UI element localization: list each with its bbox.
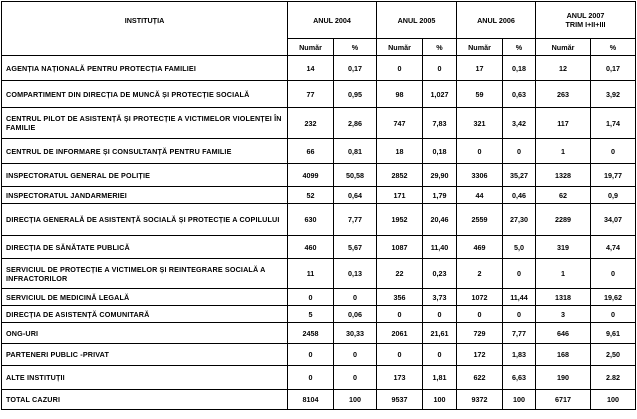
- count-cell: 66: [288, 139, 334, 164]
- count-cell: 630: [288, 204, 334, 236]
- subheader-num: Număr: [288, 39, 334, 56]
- subheader-num: Număr: [377, 39, 423, 56]
- count-cell: 6717: [536, 390, 591, 410]
- table-row: [2, 366, 636, 390]
- count-cell: 8104: [288, 390, 334, 410]
- count-cell: 117: [536, 108, 591, 139]
- percent-cell: 0,18: [423, 139, 457, 164]
- count-cell: 4099: [288, 164, 334, 187]
- count-cell: 1: [536, 259, 591, 289]
- percent-cell: 0,9: [591, 187, 636, 204]
- count-cell: 1087: [377, 236, 423, 259]
- count-cell: 0: [288, 366, 334, 390]
- year-2007-line2: TRIM I+II+III: [565, 20, 606, 29]
- count-cell: 18: [377, 139, 423, 164]
- year-2007-line1: ANUL 2007: [566, 11, 605, 20]
- count-cell: 2061: [377, 323, 423, 344]
- percent-cell: 100: [591, 390, 636, 410]
- count-cell: 0: [457, 306, 503, 323]
- count-cell: 77: [288, 81, 334, 108]
- institutions-table: [1, 1, 636, 410]
- count-cell: 232: [288, 108, 334, 139]
- percent-cell: 0: [423, 344, 457, 366]
- institution-name: ONG-URI: [2, 323, 288, 344]
- percent-cell: 0,17: [334, 56, 377, 81]
- year-2005-header: ANUL 2005: [377, 2, 457, 39]
- percent-cell: 34,07: [591, 204, 636, 236]
- header-row: [2, 2, 636, 39]
- count-cell: 1: [536, 139, 591, 164]
- percent-cell: 5,67: [334, 236, 377, 259]
- percent-cell: 3,73: [423, 289, 457, 306]
- table-row: [2, 56, 636, 81]
- table-row: [2, 259, 636, 289]
- subheader-num: Număr: [536, 39, 591, 56]
- count-cell: 0: [457, 139, 503, 164]
- table-row: [2, 204, 636, 236]
- percent-cell: 19,62: [591, 289, 636, 306]
- percent-cell: 27,30: [503, 204, 536, 236]
- table-row: [2, 236, 636, 259]
- table-row: [2, 108, 636, 139]
- table-row: [2, 323, 636, 344]
- percent-cell: 0: [503, 259, 536, 289]
- percent-cell: 0,18: [503, 56, 536, 81]
- count-cell: 22: [377, 259, 423, 289]
- percent-cell: 1,83: [503, 344, 536, 366]
- count-cell: 44: [457, 187, 503, 204]
- percent-cell: 50,58: [334, 164, 377, 187]
- percent-cell: 0,95: [334, 81, 377, 108]
- percent-cell: 0: [591, 259, 636, 289]
- percent-cell: 0,06: [334, 306, 377, 323]
- percent-cell: 0: [591, 139, 636, 164]
- percent-cell: 0: [423, 56, 457, 81]
- institution-name: AGENȚIA NAȚIONALĂ PENTRU PROTECȚIA FAMILIEI: [2, 56, 288, 81]
- percent-cell: 0: [503, 306, 536, 323]
- percent-cell: 0,13: [334, 259, 377, 289]
- count-cell: 0: [288, 344, 334, 366]
- count-cell: 5: [288, 306, 334, 323]
- count-cell: 62: [536, 187, 591, 204]
- count-cell: 747: [377, 108, 423, 139]
- percent-cell: 1,74: [591, 108, 636, 139]
- count-cell: 0: [377, 56, 423, 81]
- percent-cell: 4,74: [591, 236, 636, 259]
- count-cell: 622: [457, 366, 503, 390]
- table-row: [2, 344, 636, 366]
- percent-cell: 0,81: [334, 139, 377, 164]
- percent-cell: 0: [423, 306, 457, 323]
- institution-name: INSPECTORATUL JANDARMERIEI: [2, 187, 288, 204]
- total-row: [2, 390, 636, 410]
- percent-cell: 0,64: [334, 187, 377, 204]
- count-cell: 0: [288, 289, 334, 306]
- percent-cell: 100: [423, 390, 457, 410]
- count-cell: 1318: [536, 289, 591, 306]
- percent-cell: 7,77: [503, 323, 536, 344]
- percent-cell: 3,42: [503, 108, 536, 139]
- institution-name: DIRECȚIA DE ASISTENȚĂ COMUNITARĂ: [2, 306, 288, 323]
- count-cell: 2289: [536, 204, 591, 236]
- subheader-pct: %: [591, 39, 636, 56]
- count-cell: 9537: [377, 390, 423, 410]
- institution-name: SERVICIUL DE PROTECȚIE A VICTIMELOR ȘI REINTEGRARE SOCIALĂ A INFRACTORILOR: [2, 259, 288, 289]
- percent-cell: 9,61: [591, 323, 636, 344]
- count-cell: 52: [288, 187, 334, 204]
- percent-cell: 11,44: [503, 289, 536, 306]
- percent-cell: 100: [503, 390, 536, 410]
- percent-cell: 29,90: [423, 164, 457, 187]
- percent-cell: 0,46: [503, 187, 536, 204]
- percent-cell: 0: [334, 289, 377, 306]
- table-row: [2, 306, 636, 323]
- table-row: [2, 289, 636, 306]
- percent-cell: 2.82: [591, 366, 636, 390]
- count-cell: 1952: [377, 204, 423, 236]
- count-cell: 321: [457, 108, 503, 139]
- count-cell: 2559: [457, 204, 503, 236]
- table-body: [2, 56, 636, 410]
- percent-cell: 0: [591, 306, 636, 323]
- count-cell: 173: [377, 366, 423, 390]
- count-cell: 2: [457, 259, 503, 289]
- table-row: [2, 139, 636, 164]
- institution-name: PARTENERI PUBLIC -PRIVAT: [2, 344, 288, 366]
- percent-cell: 7,77: [334, 204, 377, 236]
- percent-cell: 1,79: [423, 187, 457, 204]
- table-row: [2, 81, 636, 108]
- percent-cell: 21,61: [423, 323, 457, 344]
- count-cell: 469: [457, 236, 503, 259]
- count-cell: 59: [457, 81, 503, 108]
- count-cell: 98: [377, 81, 423, 108]
- count-cell: 12: [536, 56, 591, 81]
- percent-cell: 5,0: [503, 236, 536, 259]
- count-cell: 172: [457, 344, 503, 366]
- count-cell: 171: [377, 187, 423, 204]
- table-row: [2, 187, 636, 204]
- percent-cell: 0: [334, 344, 377, 366]
- count-cell: 14: [288, 56, 334, 81]
- count-cell: 9372: [457, 390, 503, 410]
- institution-name: DIRECȚIA GENERALĂ DE ASISTENȚĂ SOCIALĂ ȘI PROTECȚIE A COPILULUI: [2, 204, 288, 236]
- percent-cell: 0,23: [423, 259, 457, 289]
- percent-cell: 2,86: [334, 108, 377, 139]
- percent-cell: 1,027: [423, 81, 457, 108]
- count-cell: 11: [288, 259, 334, 289]
- percent-cell: 2,50: [591, 344, 636, 366]
- count-cell: 168: [536, 344, 591, 366]
- count-cell: 2458: [288, 323, 334, 344]
- count-cell: 356: [377, 289, 423, 306]
- percent-cell: 0: [334, 366, 377, 390]
- percent-cell: 0,63: [503, 81, 536, 108]
- table-row: [2, 164, 636, 187]
- institution-name: CENTRUL DE INFORMARE ȘI CONSULTANȚĂ PENTRU FAMILIE: [2, 139, 288, 164]
- count-cell: 0: [377, 344, 423, 366]
- count-cell: 3: [536, 306, 591, 323]
- subheader-pct: %: [503, 39, 536, 56]
- percent-cell: 7,83: [423, 108, 457, 139]
- count-cell: 646: [536, 323, 591, 344]
- institution-name: ALTE INSTITUȚII: [2, 366, 288, 390]
- percent-cell: 0: [503, 139, 536, 164]
- count-cell: 2852: [377, 164, 423, 187]
- count-cell: 460: [288, 236, 334, 259]
- percent-cell: 100: [334, 390, 377, 410]
- count-cell: 263: [536, 81, 591, 108]
- count-cell: 17: [457, 56, 503, 81]
- institution-name: TOTAL CAZURI: [2, 390, 288, 410]
- count-cell: 3306: [457, 164, 503, 187]
- count-cell: 1072: [457, 289, 503, 306]
- percent-cell: 35,27: [503, 164, 536, 187]
- institution-name: INSPECTORATUL GENERAL DE POLIȚIE: [2, 164, 288, 187]
- institution-name: CENTRUL PILOT DE ASISTENȚĂ ȘI PROTECȚIE A VICTIMELOR VIOLENȚEI ÎN FAMILIE: [2, 108, 288, 139]
- percent-cell: 6,63: [503, 366, 536, 390]
- year-2006-header: ANUL 2006: [457, 2, 536, 39]
- institution-name: COMPARTIMENT DIN DIRECȚIA DE MUNCĂ ȘI PROTECȚIE SOCIALĂ: [2, 81, 288, 108]
- percent-cell: 1,81: [423, 366, 457, 390]
- percent-cell: 11,40: [423, 236, 457, 259]
- count-cell: 0: [377, 306, 423, 323]
- percent-cell: 20,46: [423, 204, 457, 236]
- subheader-pct: %: [334, 39, 377, 56]
- institution-name: SERVICIUL DE MEDICINĂ LEGALĂ: [2, 289, 288, 306]
- count-cell: 190: [536, 366, 591, 390]
- count-cell: 1328: [536, 164, 591, 187]
- percent-cell: 19,77: [591, 164, 636, 187]
- subheader-num: Număr: [457, 39, 503, 56]
- count-cell: 319: [536, 236, 591, 259]
- percent-cell: 3,92: [591, 81, 636, 108]
- institution-header: INSTITUȚIA: [2, 2, 288, 56]
- year-2004-header: ANUL 2004: [288, 2, 377, 39]
- percent-cell: 30,33: [334, 323, 377, 344]
- institution-name: DIRECȚIA DE SĂNĂTATE PUBLICĂ: [2, 236, 288, 259]
- count-cell: 729: [457, 323, 503, 344]
- year-2007-header: [536, 2, 636, 39]
- percent-cell: 0,17: [591, 56, 636, 81]
- subheader-pct: %: [423, 39, 457, 56]
